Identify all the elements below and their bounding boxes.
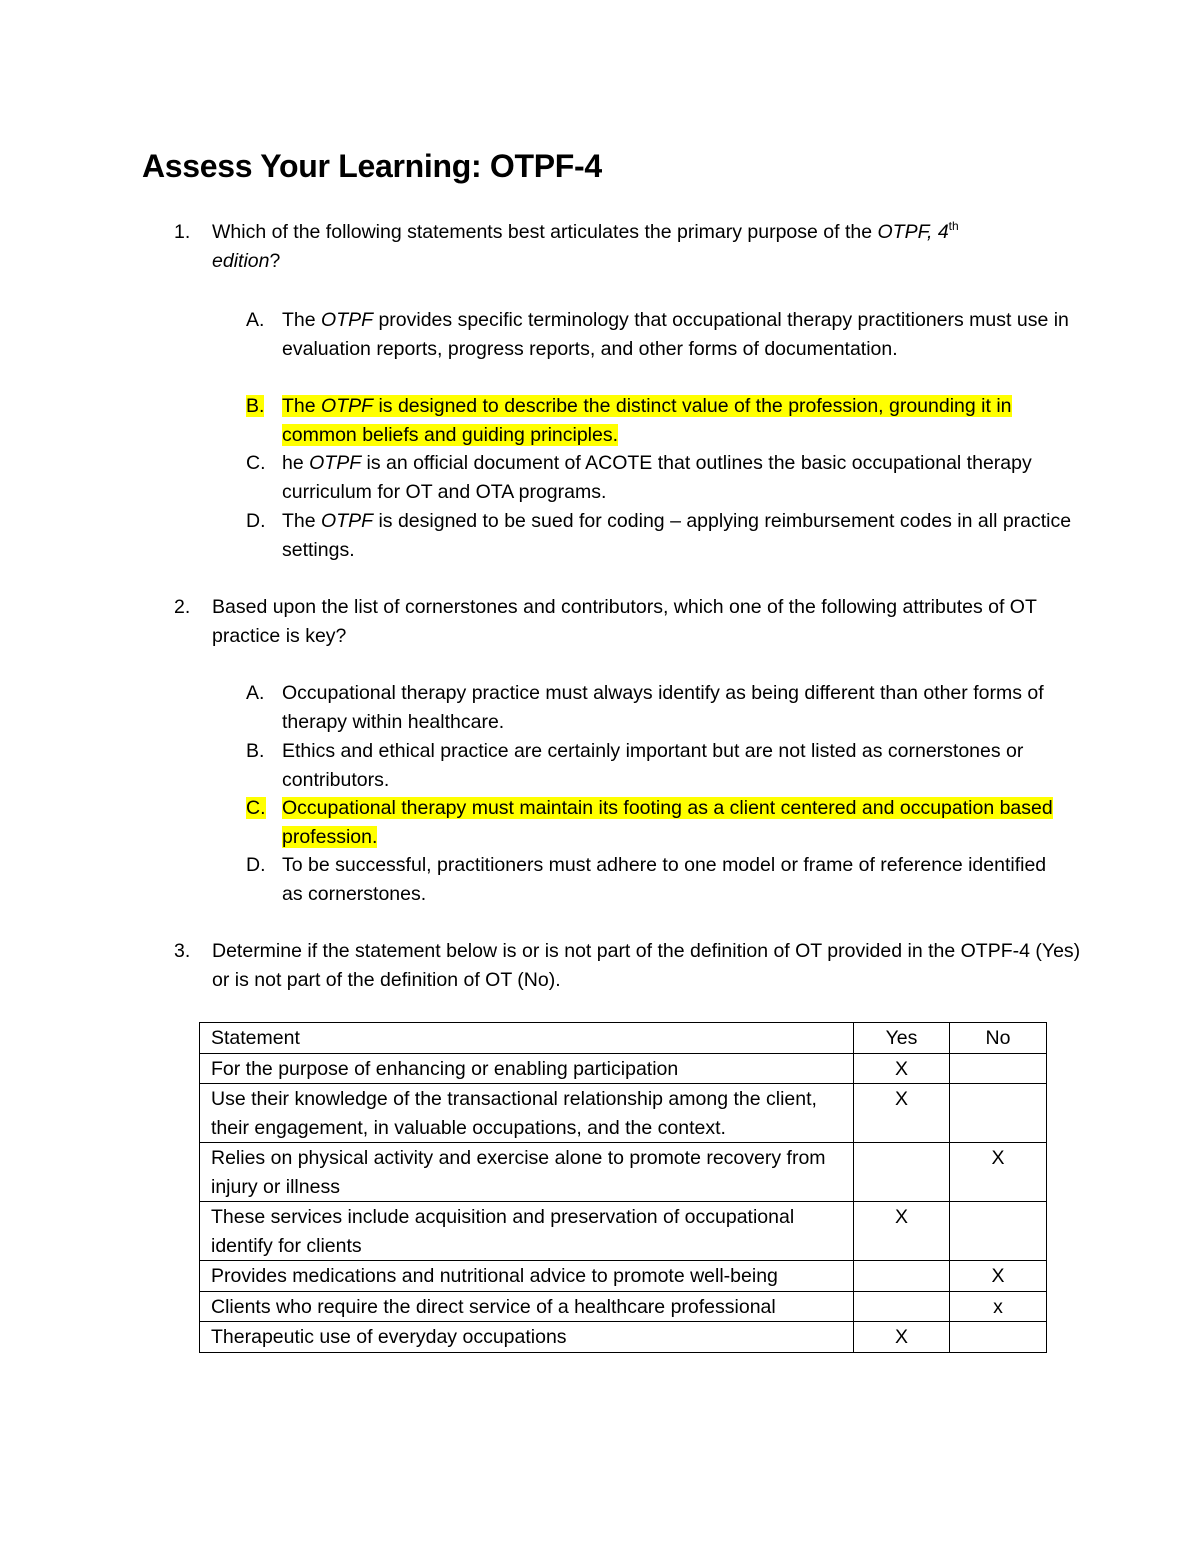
table-row [200, 1053, 1047, 1084]
statement-cell: Clients who require the direct service of a healthcare professional [200, 1291, 854, 1322]
document-page: Assess Your Learning: OTPF-4 1. Which of the following statements best articulates the primary purpose of the OTPF, 4th edition? A. The OTPF provides specific terminology that occupational therapy practitioners must use in evaluation reports, progress reports, and other forms of documentation. B. The OTPF is designed to describe the distinct value of the profession, grounding it in common beliefs and guiding principles. C. he OTPF is an official document of ACOTE that outlines the basic occupational therapy curriculum for OT and OTA programs. D. The OTPF is designed to be sued for coding – applying reimbursement codes in all practice settings. 2. Based upon the list of cornerstones and contributors, which one of the following attributes of OT practice is key? A. Occupational therapy practice must always identify as being different than other forms of therapy within healthcare. B. Ethics and ethical practice are certainly important but are not listed as cornerstones or contributors. C. Occupational therapy must maintain its footing as a client centered and occupation based profession. D. To be successful, practitioners must adhere to one model or frame of reference identified as cornerstones. 3. Determine if the statement below is or is not part of the definition of OT provided in the OTPF-4 (Yes) or is not part of the definition of OT (No). Statement Yes No For the purpose of enhancing or enabling participation X Use their knowledge of the transactional relationship among the client, their engagement, in valuable occupations, and the context. X Relies on physical activity and exercise alone to promote recovery from injury or illness X These services include acquisition and preservation of occupational identify for clients X Provides medications and nutritional advice to promote well-being X Clients who require the direct service of a healthcare professional x Therapeutic use of everyday occupations X [0, 0, 1200, 1553]
statement-cell: These services include acquisition and preservation of occupational identify for clients [200, 1202, 854, 1261]
table-row [200, 1322, 1047, 1353]
statement-cell: For the purpose of enhancing or enabling participation [200, 1053, 854, 1084]
no-cell: X [950, 1261, 1047, 1292]
header-statement: Statement [200, 1023, 854, 1054]
yes-cell [854, 1261, 950, 1292]
option-text: Occupational therapy practice must always identify as being different than other forms of therapy within healthcare. [282, 682, 1044, 733]
option-text: The OTPF provides specific terminology that occupational therapy practitioners must use in evaluation reports, progress reports, and other forms of documentation. [282, 309, 1069, 360]
question-number: 3. [174, 940, 191, 962]
option-text: Ethics and ethical practice are certainly important but are not listed as cornerstones or contributors. [282, 740, 1024, 791]
option-text: To be successful, practitioners must adhere to one model or frame of reference identified as cornerstones. [282, 854, 1047, 905]
no-cell: x [950, 1291, 1047, 1322]
question-text: Based upon the list of cornerstones and contributors, which one of the following attributes of OT practice is key? [212, 596, 1037, 647]
no-cell [950, 1084, 1047, 1143]
question-2 [142, 593, 1082, 653]
table-row [200, 1202, 1047, 1261]
header-no: No [950, 1023, 1047, 1054]
option-text: Occupational therapy must maintain its footing as a client centered and occupation based profession. [282, 797, 1053, 848]
yes-cell: X [854, 1084, 950, 1143]
question-number: 1. [174, 221, 191, 243]
statement-cell: Therapeutic use of everyday occupations [200, 1322, 854, 1353]
no-cell [950, 1202, 1047, 1261]
question-number: 2. [174, 596, 191, 618]
option-text: he OTPF is an official document of ACOTE that outlines the basic occupational therapy curriculum for OT and OTA programs. [282, 452, 1032, 503]
question-1 [142, 218, 1082, 278]
yes-cell: X [854, 1053, 950, 1084]
yes-cell: X [854, 1322, 950, 1353]
no-cell [950, 1322, 1047, 1353]
option-text: The OTPF is designed to be sued for coding – applying reimbursement codes in all practice settings. [282, 510, 1072, 561]
statement-cell: Use their knowledge of the transactional relationship among the client, their engagement, in valuable occupations, and the context. [200, 1084, 854, 1143]
table-row [200, 1143, 1047, 1202]
table-row [200, 1261, 1047, 1292]
header-yes: Yes [854, 1023, 950, 1054]
yes-no-table [199, 1022, 1047, 1353]
table-header-row [200, 1023, 1047, 1054]
no-cell: X [950, 1143, 1047, 1202]
question-text: Determine if the statement below is or is not part of the definition of OT provided in the OTPF-4 (Yes) or is not part of the definition of OT (No). [212, 940, 1081, 991]
question-3 [142, 937, 1082, 997]
table-row [200, 1291, 1047, 1322]
yes-cell [854, 1291, 950, 1322]
table-row [200, 1084, 1047, 1143]
question-text: Which of the following statements best articulates the primary purpose of the OTPF, 4th edition? [212, 219, 959, 272]
statement-cell: Relies on physical activity and exercise alone to promote recovery from injury or illness [200, 1143, 854, 1202]
no-cell [950, 1053, 1047, 1084]
statement-cell: Provides medications and nutritional advice to promote well-being [200, 1261, 854, 1292]
yes-cell: X [854, 1202, 950, 1261]
page-title: Assess Your Learning: OTPF-4 [142, 148, 602, 184]
yes-cell [854, 1143, 950, 1202]
option-text: The OTPF is designed to describe the distinct value of the profession, grounding it in common beliefs and guiding principles. [282, 395, 1012, 446]
